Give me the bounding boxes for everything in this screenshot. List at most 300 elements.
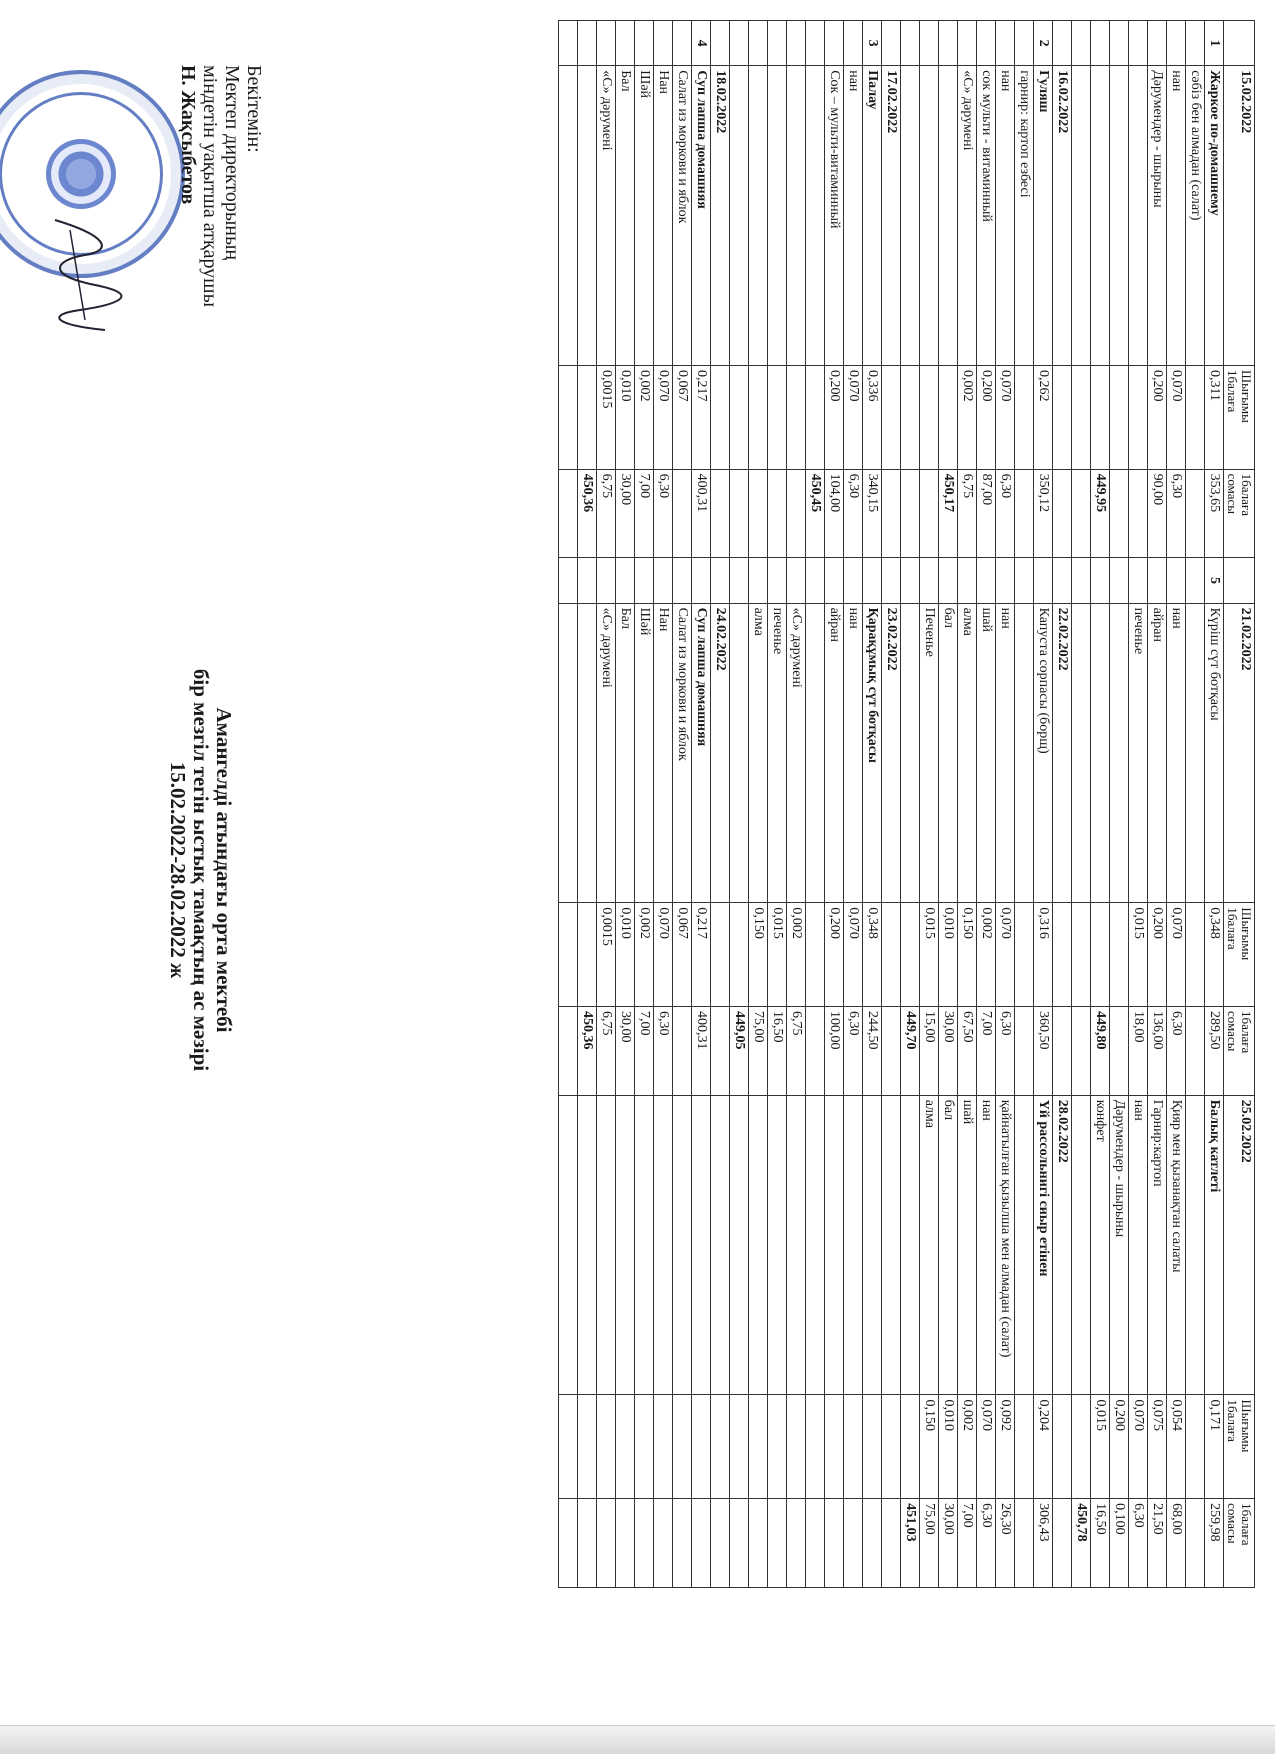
table-cell: 87,00 [977,469,996,558]
table-cell: 400,31 [692,1006,711,1095]
table-cell: алма [749,603,768,903]
table-cell [1186,1006,1205,1095]
table-cell [825,1499,844,1588]
table-cell: нан [1167,603,1186,903]
table-cell [1110,603,1129,903]
title-line-3: 15.02.2022-28.02.2022 ж [166,761,190,979]
table-cell [559,1499,578,1588]
approval-line-3: міндетін уақытша атқарушы [199,65,221,308]
table-cell: 450,45 [806,469,825,558]
table-cell [635,1395,654,1499]
table-cell [1053,1006,1072,1095]
table-cell: 0,200 [977,365,996,469]
document-title [166,560,235,1180]
table-cell [1129,469,1148,558]
table-cell [996,558,1015,603]
table-cell [901,903,920,1007]
table-row [1034,21,1053,1588]
table-row [863,21,882,1588]
table-cell [882,903,901,1007]
table-cell: Үй рассольнигі сиыр етінен [1034,1095,1053,1395]
table-cell: 7,00 [635,469,654,558]
table-cell [559,66,578,366]
table-row [1224,21,1255,1588]
table-cell: бал [939,603,958,903]
table-cell [673,1006,692,1095]
table-cell [901,21,920,66]
table-cell: Печенье [920,603,939,903]
table-row [749,21,768,1588]
table-cell: 0,070 [1167,903,1186,1007]
table-cell [578,603,597,903]
table-cell [578,1395,597,1499]
table-cell [616,558,635,603]
table-cell: 0,067 [673,365,692,469]
table-cell [559,1006,578,1095]
table-cell: Шығымы 1балаға [1224,1395,1255,1499]
table-cell [730,469,749,558]
table-cell: 449,95 [1091,469,1110,558]
table-row [1015,21,1034,1588]
table-cell [882,558,901,603]
table-cell: 2 [1034,21,1053,66]
table-cell [1224,21,1255,66]
table-cell: печенье [1129,603,1148,903]
table-cell: 0,067 [673,903,692,1007]
table-row [768,21,787,1588]
table-cell [1072,603,1091,903]
table-cell: нан [1129,1095,1148,1395]
table-cell: «С» дәрумені [787,603,806,903]
table-cell [882,1095,901,1395]
table-cell: 0,348 [863,903,882,1007]
table-cell: 450,78 [1072,1499,1091,1588]
table-cell [730,603,749,903]
table-cell [1015,365,1034,469]
table-row [844,21,863,1588]
table-cell [692,1499,711,1588]
table-cell: сок мульти - витаминный [977,66,996,366]
table-cell: 30,00 [939,1006,958,1095]
table-cell [1015,1499,1034,1588]
table-cell: 30,00 [616,469,635,558]
table-cell: 259,98 [1205,1499,1224,1588]
table-cell: 0,070 [1167,365,1186,469]
table-cell [958,558,977,603]
table-row [1167,21,1186,1588]
table-cell [673,1499,692,1588]
table-cell: 15,00 [920,1006,939,1095]
table-row [692,21,711,1588]
table-cell: 0,010 [939,1395,958,1499]
table-cell: 17.02.2022 [882,66,901,366]
table-cell: 6,75 [597,1006,616,1095]
table-cell: Нан [654,66,673,366]
table-cell [616,1095,635,1395]
table-cell [1053,903,1072,1007]
table-cell: қайнатылған қызылша мен алмадан (салат) [996,1095,1015,1395]
table-row [1053,21,1072,1588]
table-cell [1072,1095,1091,1395]
table-cell [787,21,806,66]
table-cell [787,66,806,366]
table-cell: Бал [616,66,635,366]
table-cell [1186,1095,1205,1395]
table-cell: «С» дәрумені [597,603,616,903]
table-cell [844,558,863,603]
table-row [1205,21,1224,1588]
table-cell [616,1499,635,1588]
table-cell: 0,070 [844,903,863,1007]
table-cell [1148,21,1167,66]
table-cell: 0,200 [1148,903,1167,1007]
table-cell [1224,558,1255,603]
table-row [673,21,692,1588]
table-cell: 449,70 [901,1006,920,1095]
table-cell [1034,558,1053,603]
table-cell: Күріш сүт ботқасы [1205,603,1224,903]
table-cell [1110,365,1129,469]
table-cell: 6,30 [654,469,673,558]
table-cell [901,603,920,903]
table-cell: айран [1148,603,1167,903]
table-cell: 0,010 [939,903,958,1007]
table-cell: 449,05 [730,1006,749,1095]
table-cell [1053,365,1072,469]
table-cell [559,365,578,469]
table-cell: 340,15 [863,469,882,558]
table-cell: 6,30 [1167,1006,1186,1095]
table-cell: 1балаға сомасы [1224,1499,1255,1588]
table-cell: 68,00 [1167,1499,1186,1588]
table-cell: 16.02.2022 [1053,66,1072,366]
table-row [996,21,1015,1588]
table-cell [1015,1006,1034,1095]
table-cell: 21,50 [1148,1499,1167,1588]
table-cell [939,66,958,366]
table-cell [730,558,749,603]
table-cell [711,1395,730,1499]
table-cell: 0,015 [1091,1395,1110,1499]
table-cell [711,1095,730,1395]
table-cell: 0,171 [1205,1395,1224,1499]
table-cell [578,21,597,66]
table-cell [730,1395,749,1499]
table-cell [806,21,825,66]
table-cell: «С» дәрумені [958,66,977,366]
table-cell: 0,100 [1110,1499,1129,1588]
table-cell [920,21,939,66]
table-cell [616,1395,635,1499]
table-cell [730,365,749,469]
table-cell: Салат из моркови и яблок [673,66,692,366]
table-cell: 6,30 [1129,1499,1148,1588]
table-cell: 353,65 [1205,469,1224,558]
table-cell: 0,002 [958,365,977,469]
table-cell: 18,00 [1129,1006,1148,1095]
table-row [806,21,825,1588]
table-cell: Суп лапша домашняя [692,603,711,903]
table-cell [920,558,939,603]
table-cell: Балық катлеті [1205,1095,1224,1395]
table-cell [1091,603,1110,903]
table-cell: 6,30 [977,1499,996,1588]
table-cell [692,1095,711,1395]
table-cell: Шығымы 1балаға [1224,903,1255,1007]
table-row [730,21,749,1588]
table-cell [654,1395,673,1499]
table-cell [730,66,749,366]
table-cell: 0,002 [635,903,654,1007]
table-cell [768,21,787,66]
table-cell: Гарнир:картоп [1148,1095,1167,1395]
table-cell [559,1095,578,1395]
table-cell: 451,03 [901,1499,920,1588]
table-cell: 104,00 [825,469,844,558]
table-cell [749,365,768,469]
table-cell [1072,1395,1091,1499]
approval-block [177,65,265,425]
table-cell [863,1499,882,1588]
table-cell: 0,217 [692,903,711,1007]
table-cell [863,1095,882,1395]
table-cell: Қарақұмық сүт ботқасы [863,603,882,903]
table-cell [749,558,768,603]
table-cell [863,1395,882,1499]
table-cell [1167,21,1186,66]
table-row [977,21,996,1588]
table-cell [1015,1095,1034,1395]
table-cell: 4 [692,21,711,66]
table-cell [1110,469,1129,558]
table-cell [787,558,806,603]
table-cell: 0,311 [1205,365,1224,469]
table-cell [882,1499,901,1588]
table-row [1072,21,1091,1588]
table-cell: 0,200 [1110,1395,1129,1499]
table-cell [616,21,635,66]
table-cell: 0,200 [1148,365,1167,469]
table-row [1148,21,1167,1588]
table-cell: 0,217 [692,365,711,469]
table-cell: 100,00 [825,1006,844,1095]
table-cell [578,1095,597,1395]
table-cell [673,558,692,603]
table-cell [1110,1006,1129,1095]
table-cell [844,1095,863,1395]
table-cell: 449,80 [1091,1006,1110,1095]
table-cell [977,558,996,603]
table-cell [673,21,692,66]
table-cell [654,21,673,66]
table-cell [711,21,730,66]
table-cell: 0,262 [1034,365,1053,469]
table-cell [1072,66,1091,366]
table-cell [711,1499,730,1588]
table-cell [578,1499,597,1588]
table-cell: 360,50 [1034,1006,1053,1095]
table-cell [749,21,768,66]
table-cell: 0,316 [1034,903,1053,1007]
table-cell: Шәй [635,66,654,366]
table-cell [559,603,578,903]
table-cell: 350,12 [1034,469,1053,558]
table-cell: 0,002 [787,903,806,1007]
table-cell [768,66,787,366]
table-cell [559,469,578,558]
table-cell [559,1395,578,1499]
table-cell [1110,558,1129,603]
table-cell [882,365,901,469]
table-cell: 0,002 [635,365,654,469]
table-cell [597,1395,616,1499]
table-cell: 7,00 [977,1006,996,1095]
table-cell [1091,558,1110,603]
table-cell: 24.02.2022 [711,603,730,903]
table-row [635,21,654,1588]
table-cell: 0,070 [996,365,1015,469]
table-cell [654,1499,673,1588]
table-cell: Дәрумендер - шырыны [1110,1095,1129,1395]
table-cell [1072,469,1091,558]
table-cell [901,365,920,469]
table-cell: 400,31 [692,469,711,558]
table-cell: 0,0015 [597,365,616,469]
table-cell: 25.02.2022 [1224,1095,1255,1395]
table-cell [844,1499,863,1588]
table-cell [578,365,597,469]
table-cell [673,469,692,558]
table-cell: Нан [654,603,673,903]
table-cell [1186,1395,1205,1499]
table-row [939,21,958,1588]
table-cell [1129,558,1148,603]
table-row [654,21,673,1588]
table-cell: 0,0015 [597,903,616,1007]
table-cell [1015,558,1034,603]
table-cell [1186,603,1205,903]
table-cell [768,1499,787,1588]
table-cell [692,558,711,603]
table-cell: Салат из моркови и яблок [673,603,692,903]
table-cell [1053,21,1072,66]
table-cell: Палау [863,66,882,366]
table-cell: 0,054 [1167,1395,1186,1499]
table-cell: конфет [1091,1095,1110,1395]
table-cell [901,1095,920,1395]
table-cell [1110,21,1129,66]
table-cell [711,365,730,469]
table-cell: 244,50 [863,1006,882,1095]
table-cell [882,1006,901,1095]
table-cell [1167,558,1186,603]
table-cell [597,558,616,603]
table-cell [673,1095,692,1395]
table-cell [1072,365,1091,469]
table-cell: Шәй [635,603,654,903]
table-cell [1129,365,1148,469]
table-cell [730,1095,749,1395]
table-cell [939,365,958,469]
table-cell [749,1395,768,1499]
table-cell [730,903,749,1007]
approval-line-1: Бекітемін: [243,65,265,153]
table-cell [806,1395,825,1499]
table-cell [1015,21,1034,66]
table-cell [768,1395,787,1499]
table-cell: 22.02.2022 [1053,603,1072,903]
table-cell: шай [977,603,996,903]
table-cell: 6,30 [654,1006,673,1095]
table-row [882,21,901,1588]
table-cell [806,66,825,366]
table-row [1186,21,1205,1588]
table-row [616,21,635,1588]
table-row [711,21,730,1588]
table-cell [1148,558,1167,603]
table-cell: 7,00 [958,1499,977,1588]
signature [35,215,125,335]
table-cell: 0,200 [825,365,844,469]
table-cell: 306,43 [1034,1499,1053,1588]
table-row [1129,21,1148,1588]
table-cell [635,1095,654,1395]
table-cell [863,558,882,603]
table-cell: Гуляш [1034,66,1053,366]
table-cell: 0,150 [920,1395,939,1499]
table-cell: Бал [616,603,635,903]
table-cell [825,558,844,603]
table-cell [825,21,844,66]
menu-table-body [559,21,1255,1588]
table-cell: 0,002 [977,903,996,1007]
table-cell: алма [958,603,977,903]
table-cell [1015,603,1034,903]
table-cell [1186,558,1205,603]
table-cell: 67,50 [958,1006,977,1095]
table-cell: 16,50 [768,1006,787,1095]
table-cell [958,21,977,66]
table-cell: 90,00 [1148,469,1167,558]
table-cell [1015,903,1034,1007]
table-cell: 0,070 [977,1395,996,1499]
table-cell: 0,070 [654,903,673,1007]
table-cell [768,469,787,558]
table-cell [806,365,825,469]
table-cell [806,558,825,603]
table-cell [1091,903,1110,1007]
table-cell: 0,070 [844,365,863,469]
table-cell [1015,1395,1034,1499]
table-cell [559,21,578,66]
table-cell [635,1499,654,1588]
table-cell [768,365,787,469]
menu-table [558,20,1255,1588]
table-cell: 6,30 [844,1006,863,1095]
table-cell: 21.02.2022 [1224,603,1255,903]
table-cell [1072,1006,1091,1095]
table-cell: Капуста сорпасы (борщ) [1034,603,1053,903]
table-cell [711,558,730,603]
table-cell [1072,21,1091,66]
table-cell: 0,015 [1129,903,1148,1007]
title-line-1: Амангелді атындағы орта мектебі [212,707,236,1033]
table-cell [578,903,597,1007]
table-cell: 75,00 [920,1499,939,1588]
table-cell: алма [920,1095,939,1395]
table-cell: Жаркое по-домашнему [1205,66,1224,366]
table-cell: 0,204 [1034,1395,1053,1499]
